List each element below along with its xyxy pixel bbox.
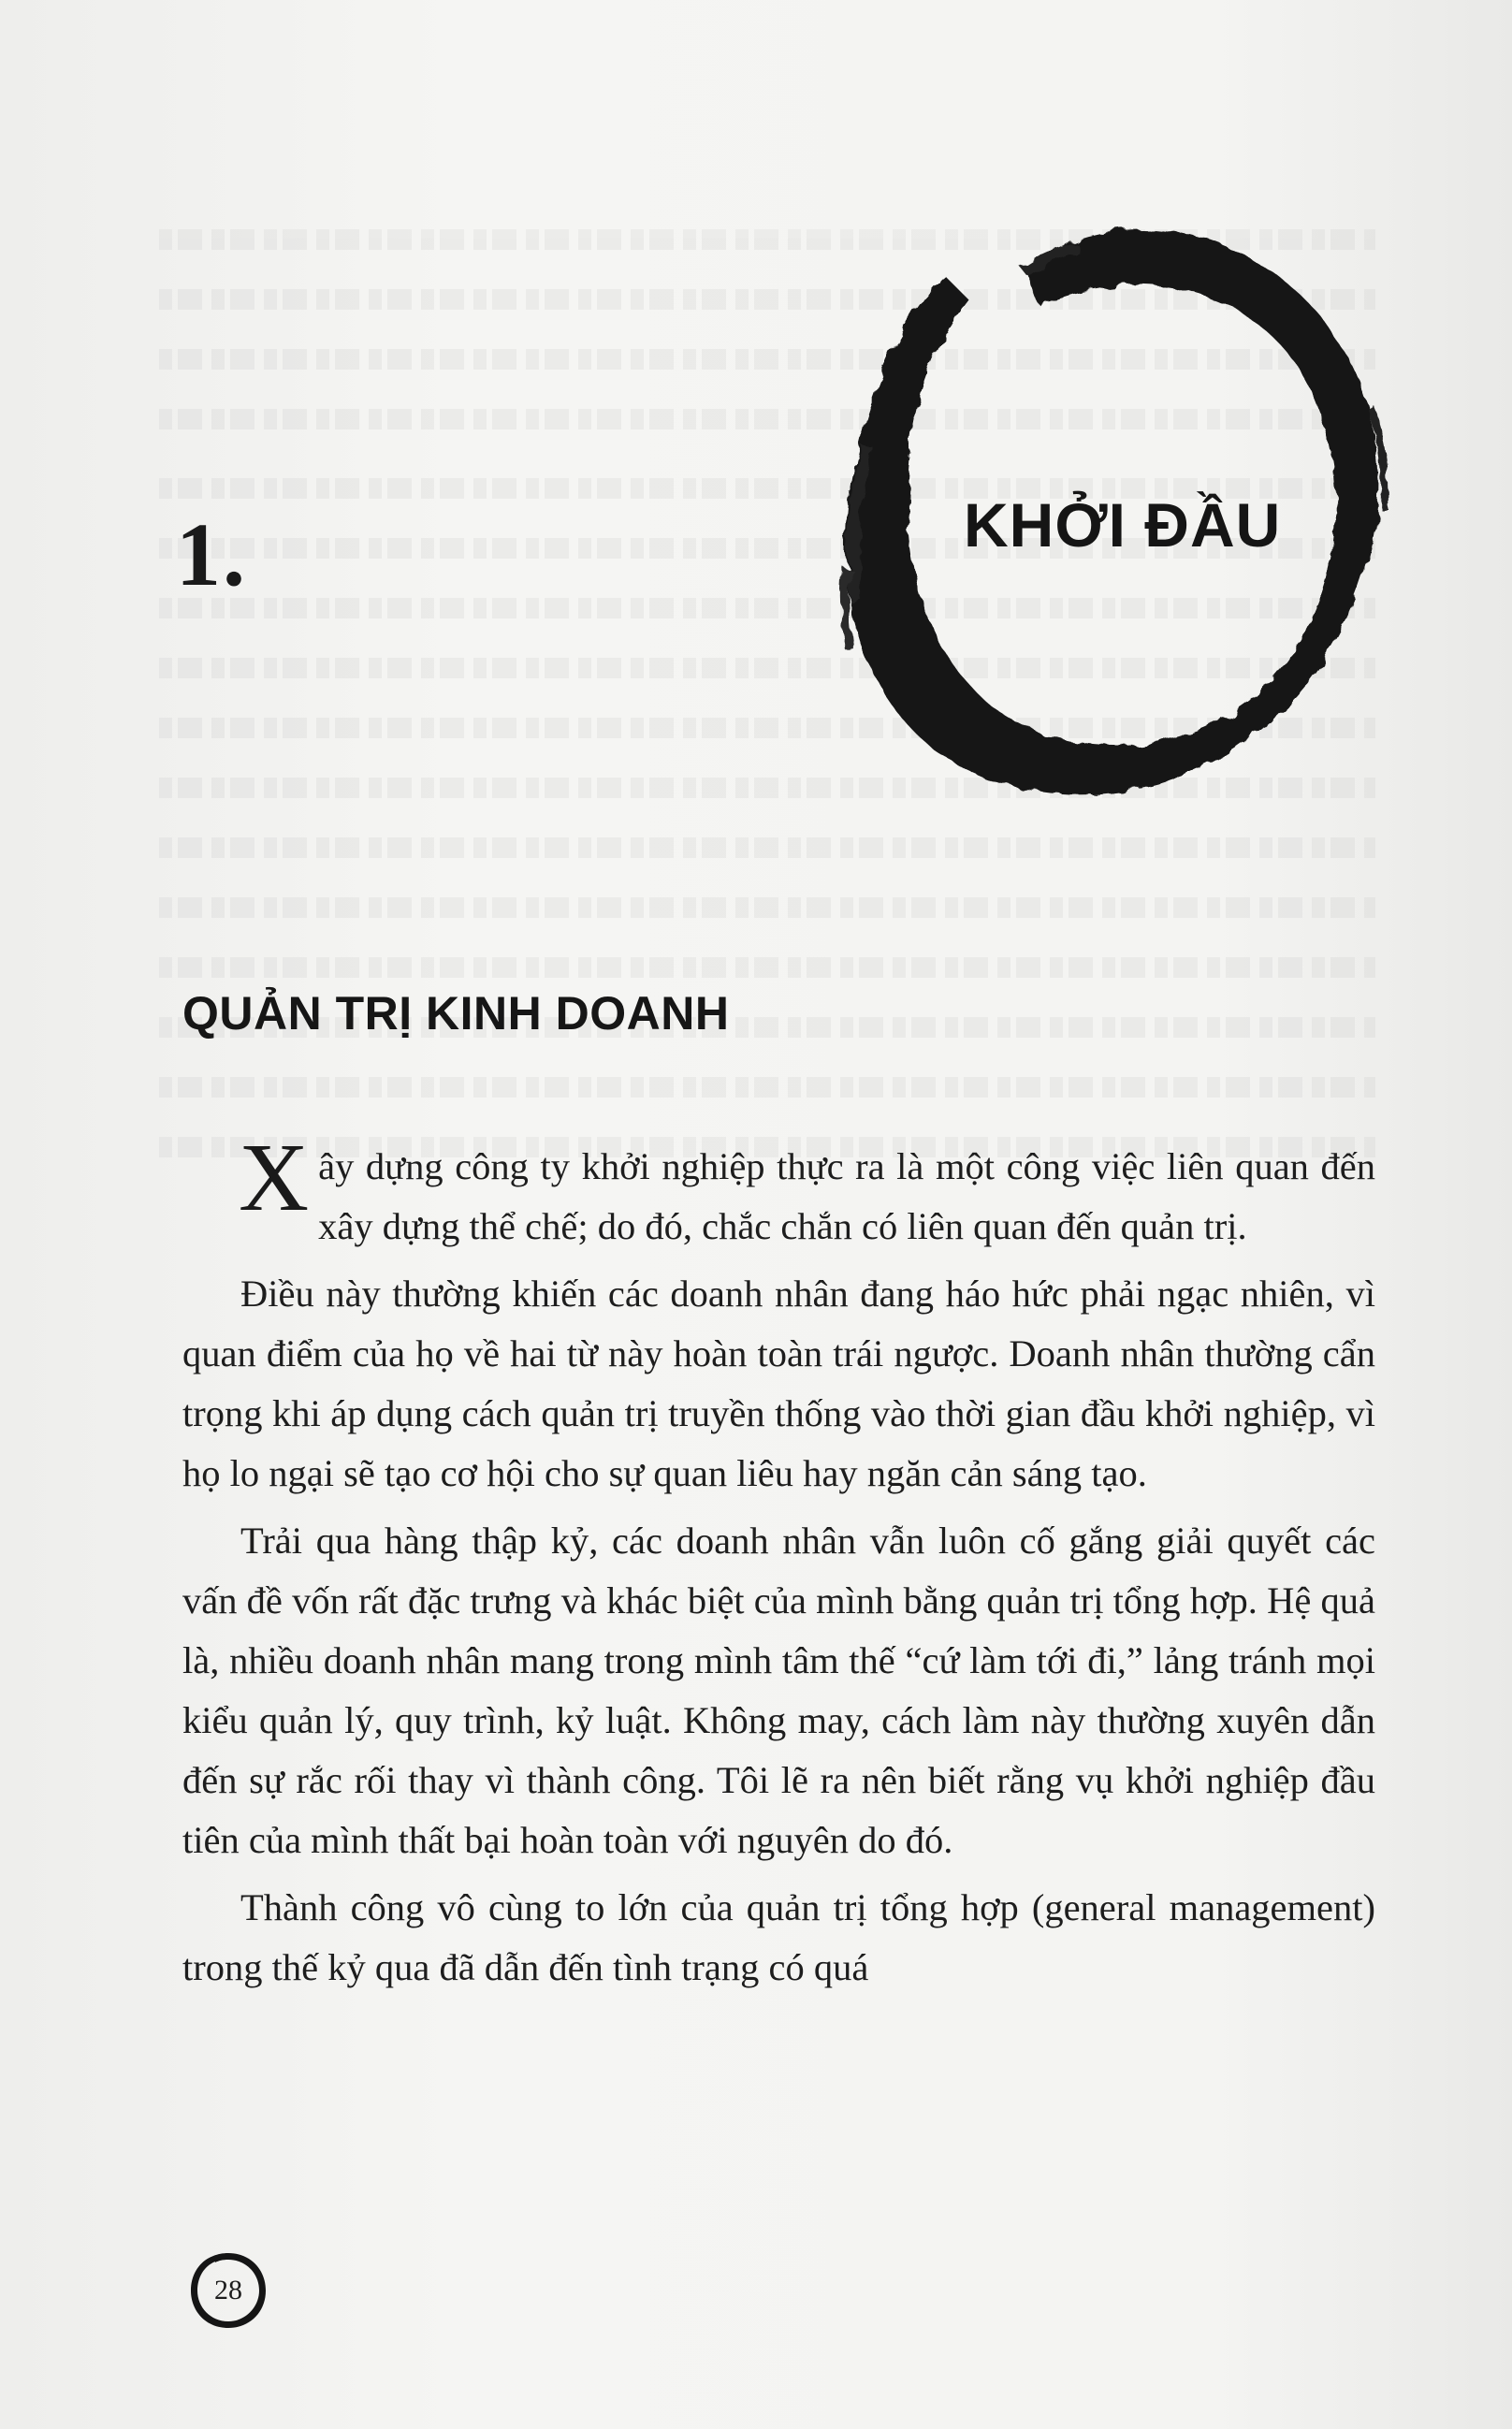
paragraph: Trải qua hàng thập kỷ, các doanh nhân vẫn luôn cố gắng giải quyết các vấn đề vốn rất đặc trưng và khác biệt của mình bằng quản trị tổng hợp. Hệ quả là, nhiều doanh nhân mang trong mình tâm thế “cứ làm tới đi,” lảng tránh mọi kiểu quản lý, quy trình, kỷ luật. Không may, cách làm này thường xuyên dẫn đến sự rắc rối thay vì thành công. Tôi lẽ ra nên biết rằng vụ khởi nghiệp đầu tiên của mình thất bại hoàn toàn với nguyên do đó. xyxy=(182,1520,1375,1861)
paragraph-text: ây dựng công ty khởi nghiệp thực ra là một công việc liên quan đến xây dựng thể chế; do đó, chắc chắn có liên quan đến quản trị. xyxy=(318,1145,1375,1247)
chapter-number: 1. xyxy=(176,504,247,604)
paragraph xyxy=(182,1124,1375,1257)
paragraph: Điều này thường khiến các doanh nhân đang háo hức phải ngạc nhiên, vì quan điểm của họ về hai từ này hoàn toàn trái ngược. Doanh nhân thường cẩn trọng khi áp dụng cách quản trị truyền thống vào thời gian đầu khởi nghiệp, vì họ lo ngại sẽ tạo cơ hội cho sự quan liêu hay ngăn cản sáng tạo. xyxy=(182,1273,1375,1494)
drop-cap: X xyxy=(239,1124,310,1231)
body-text xyxy=(182,1124,1375,2005)
section-heading: QUẢN TRỊ KINH DOANH xyxy=(182,987,730,1040)
page-number: 28 xyxy=(214,2275,242,2305)
chapter-title: KHỞI ĐẦU xyxy=(964,490,1282,560)
paragraph: Thành công vô cùng to lớn của quản trị tổng hợp (general management) trong thế kỷ qua đã dẫn đến tình trạng có quá xyxy=(182,1886,1375,1988)
